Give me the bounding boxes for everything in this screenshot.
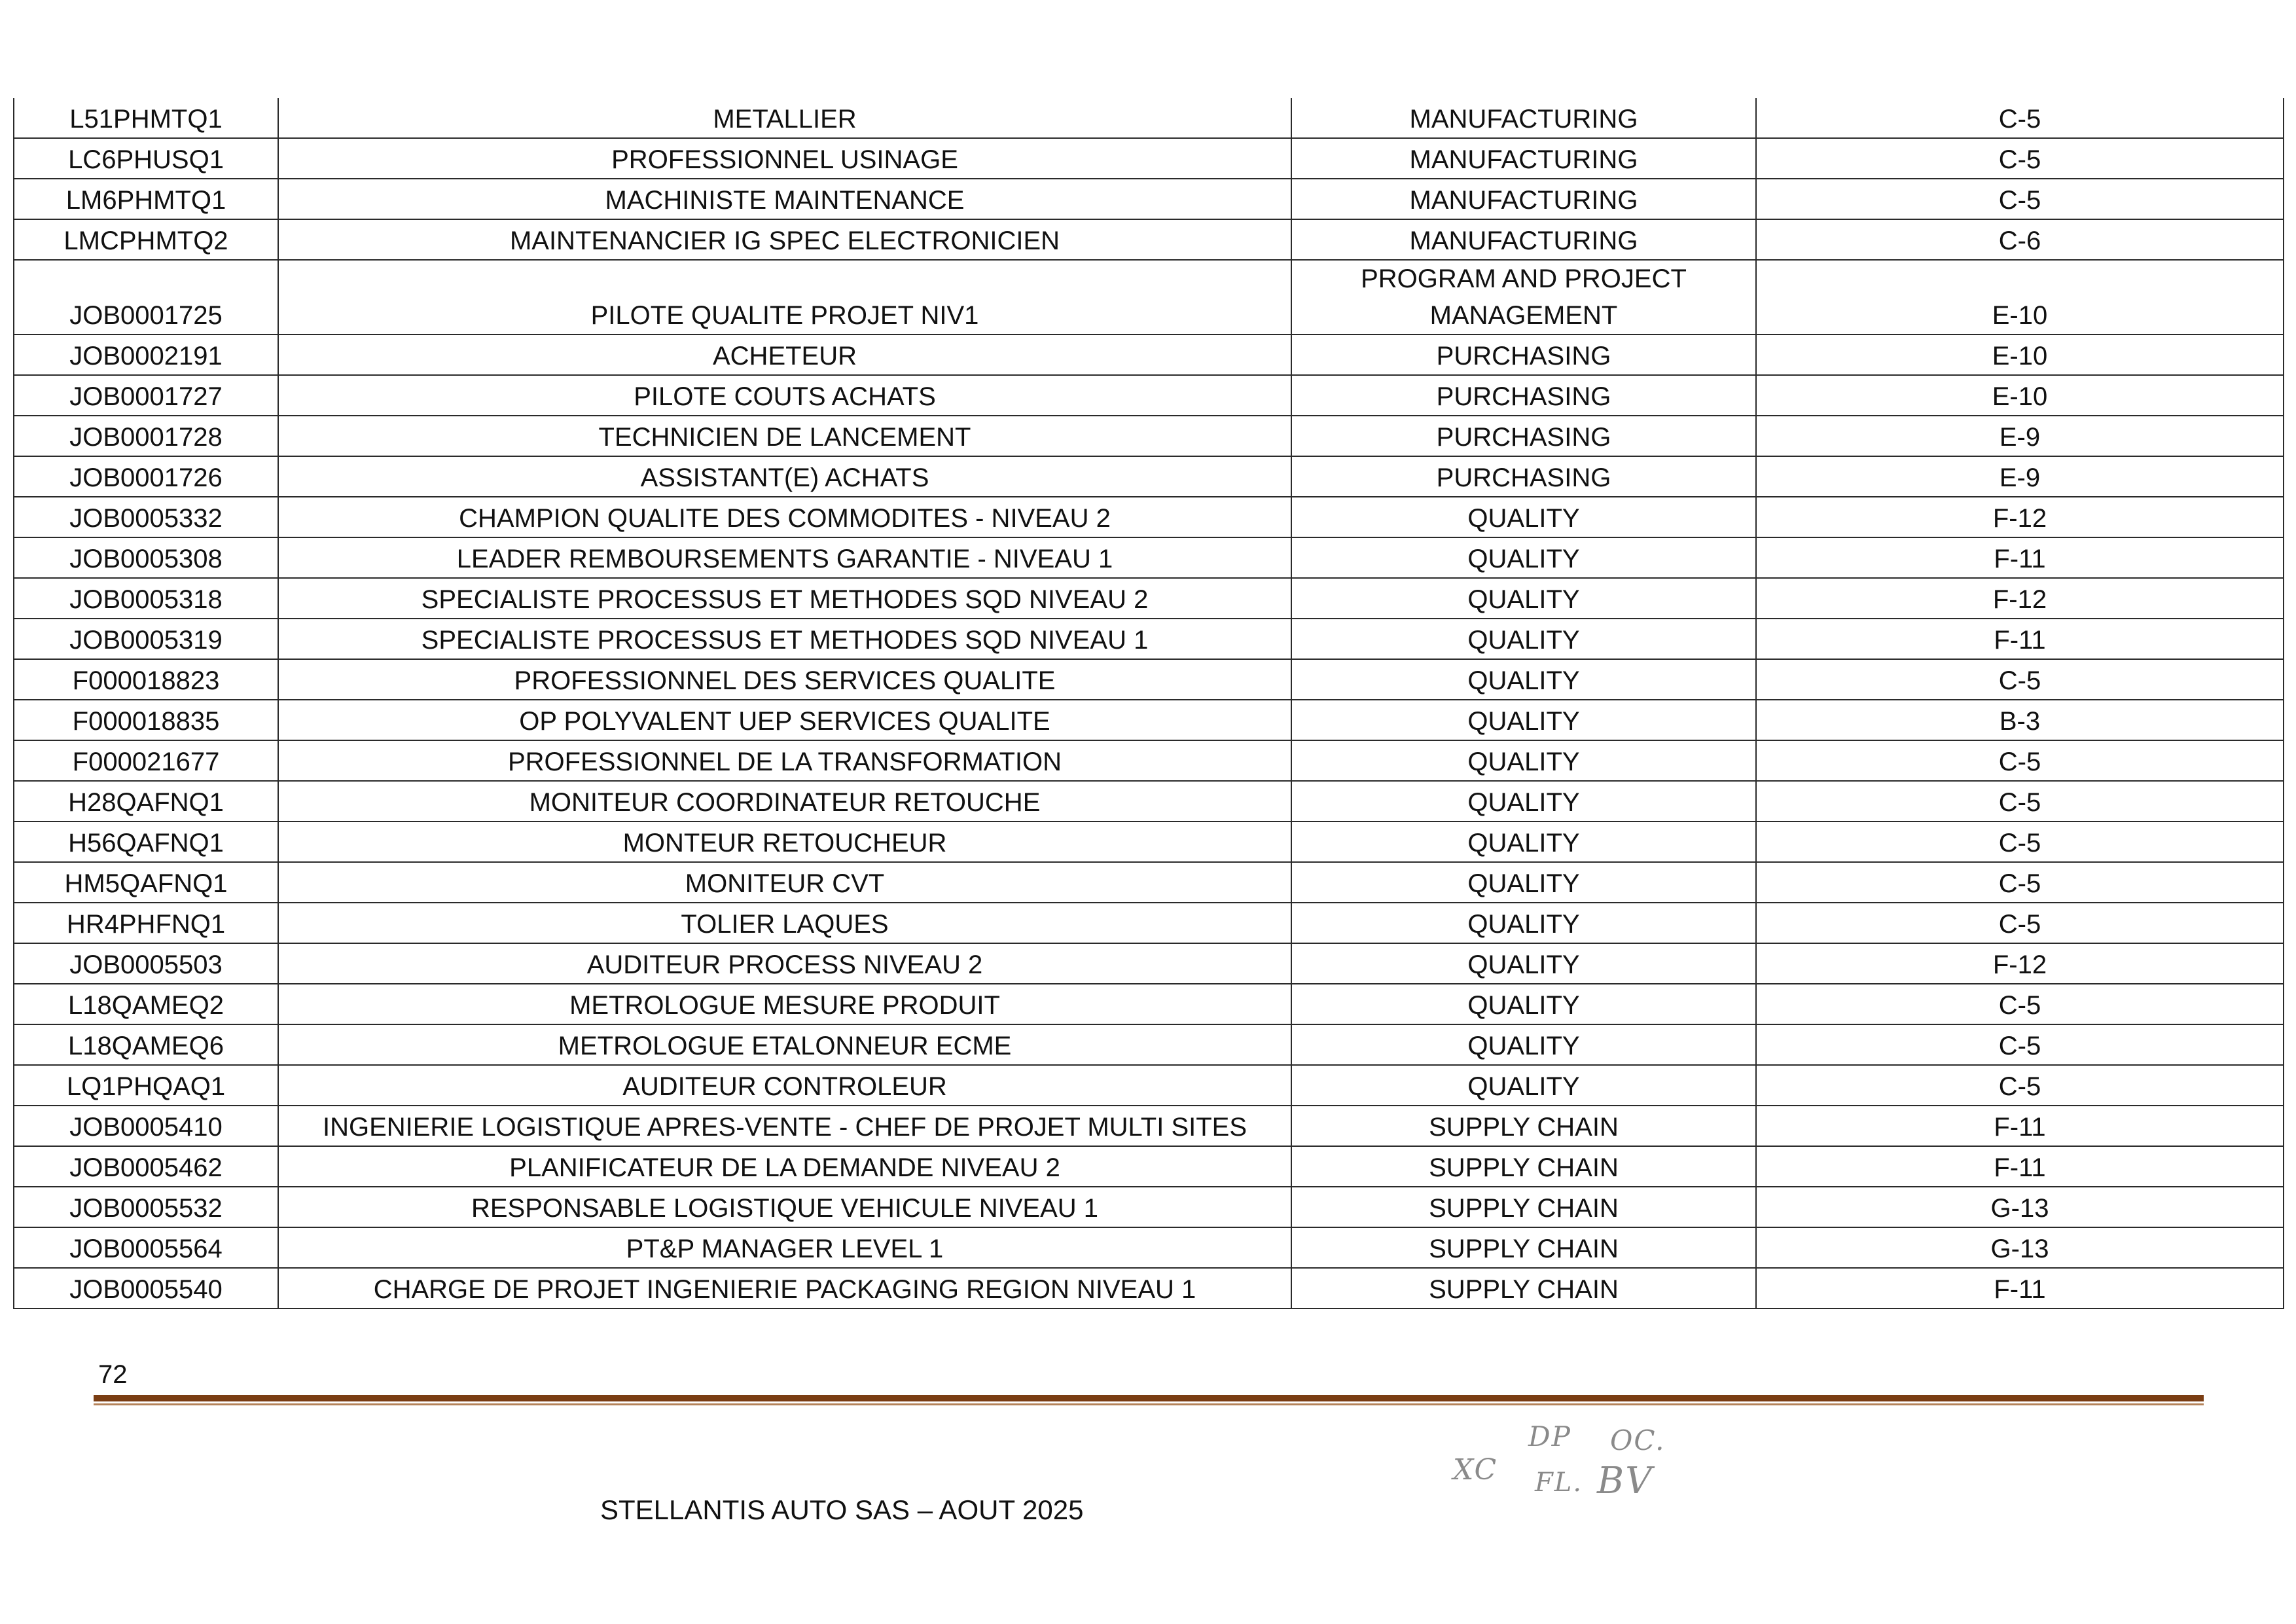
job-title-cell: LEADER REMBOURSEMENTS GARANTIE - NIVEAU 1 — [278, 537, 1291, 578]
job-code-cell: HM5QAFNQ1 — [14, 862, 278, 903]
job-family-cell: MANUFACTURING — [1291, 179, 1756, 219]
job-family-cell: QUALITY — [1291, 1065, 1756, 1106]
handwritten-initials — [1453, 1420, 1689, 1512]
footer-rule-thin — [94, 1403, 2204, 1405]
job-code-cell: LM6PHMTQ1 — [14, 179, 278, 219]
table-row — [14, 1146, 2284, 1187]
job-grade-cell: C-5 — [1756, 781, 2284, 821]
job-table-body — [14, 98, 2284, 1308]
job-grade-cell: F-11 — [1756, 619, 2284, 659]
job-family-cell: QUALITY — [1291, 700, 1756, 740]
job-title-cell: CHARGE DE PROJET INGENIERIE PACKAGING REGION NIVEAU 1 — [278, 1268, 1291, 1308]
table-row — [14, 700, 2284, 740]
initial-oc: OC. — [1610, 1424, 1666, 1456]
job-family-cell: MANUFACTURING — [1291, 98, 1756, 138]
job-title-cell: PILOTE QUALITE PROJET NIV1 — [278, 260, 1291, 334]
job-family-cell: QUALITY — [1291, 943, 1756, 984]
table-row — [14, 1227, 2284, 1268]
table-row — [14, 1065, 2284, 1106]
job-grade-cell: B-3 — [1756, 700, 2284, 740]
job-family-cell: SUPPLY CHAIN — [1291, 1146, 1756, 1187]
job-family-cell: PURCHASING — [1291, 375, 1756, 416]
table-row — [14, 1106, 2284, 1146]
table-row — [14, 260, 2284, 334]
job-title-cell: PROFESSIONNEL DE LA TRANSFORMATION — [278, 740, 1291, 781]
page-number: 72 — [98, 1360, 128, 1389]
job-title-cell: MAINTENANCIER IG SPEC ELECTRONICIEN — [278, 219, 1291, 260]
job-code-cell: JOB0002191 — [14, 334, 278, 375]
job-grade-cell: E-10 — [1756, 375, 2284, 416]
job-code-cell: JOB0005462 — [14, 1146, 278, 1187]
job-code-cell: LMCPHMTQ2 — [14, 219, 278, 260]
job-code-cell: LC6PHUSQ1 — [14, 138, 278, 179]
job-code-cell: L51PHMTQ1 — [14, 98, 278, 138]
table-row — [14, 456, 2284, 497]
company-footer: STELLANTIS AUTO SAS – AOUT 2025 — [600, 1494, 1084, 1525]
job-title-cell: MONTEUR RETOUCHEUR — [278, 821, 1291, 862]
job-code-cell: JOB0001728 — [14, 416, 278, 456]
table-row — [14, 821, 2284, 862]
job-family-cell: MANUFACTURING — [1291, 138, 1756, 179]
job-title-cell: PILOTE COUTS ACHATS — [278, 375, 1291, 416]
job-family-cell: SUPPLY CHAIN — [1291, 1106, 1756, 1146]
job-family-cell: PROGRAM AND PROJECT MANAGEMENT — [1291, 260, 1756, 334]
job-code-cell: JOB0001726 — [14, 456, 278, 497]
job-family-cell: QUALITY — [1291, 821, 1756, 862]
table-row — [14, 219, 2284, 260]
job-title-cell: PT&P MANAGER LEVEL 1 — [278, 1227, 1291, 1268]
job-code-cell: H28QAFNQ1 — [14, 781, 278, 821]
job-family-cell: SUPPLY CHAIN — [1291, 1227, 1756, 1268]
job-family-cell: QUALITY — [1291, 984, 1756, 1024]
job-family-cell: QUALITY — [1291, 740, 1756, 781]
job-title-cell: SPECIALISTE PROCESSUS ET METHODES SQD NIVEAU 1 — [278, 619, 1291, 659]
job-grade-cell: G-13 — [1756, 1227, 2284, 1268]
table-row — [14, 497, 2284, 537]
job-family-cell: PURCHASING — [1291, 456, 1756, 497]
job-title-cell: AUDITEUR PROCESS NIVEAU 2 — [278, 943, 1291, 984]
job-grade-cell: C-5 — [1756, 984, 2284, 1024]
job-code-cell: JOB0005540 — [14, 1268, 278, 1308]
job-grade-cell: C-5 — [1756, 98, 2284, 138]
job-title-cell: SPECIALISTE PROCESSUS ET METHODES SQD NIVEAU 2 — [278, 578, 1291, 619]
table-row — [14, 138, 2284, 179]
job-family-cell: QUALITY — [1291, 903, 1756, 943]
table-row — [14, 740, 2284, 781]
job-code-cell: LQ1PHQAQ1 — [14, 1065, 278, 1106]
job-title-cell: OP POLYVALENT UEP SERVICES QUALITE — [278, 700, 1291, 740]
footer-rule-thick — [94, 1395, 2204, 1401]
job-grade-cell: C-5 — [1756, 903, 2284, 943]
table-row — [14, 781, 2284, 821]
job-title-cell: TECHNICIEN DE LANCEMENT — [278, 416, 1291, 456]
job-grade-cell: F-12 — [1756, 578, 2284, 619]
job-grade-cell: G-13 — [1756, 1187, 2284, 1227]
job-family-cell: QUALITY — [1291, 862, 1756, 903]
job-grade-cell: C-5 — [1756, 821, 2284, 862]
table-row — [14, 578, 2284, 619]
job-code-cell: F000018835 — [14, 700, 278, 740]
job-code-cell: L18QAMEQ6 — [14, 1024, 278, 1065]
job-code-cell: JOB0005532 — [14, 1187, 278, 1227]
table-row — [14, 98, 2284, 138]
job-family-cell: QUALITY — [1291, 537, 1756, 578]
job-code-cell: JOB0005318 — [14, 578, 278, 619]
job-family-cell: PURCHASING — [1291, 334, 1756, 375]
job-grade-cell: C-5 — [1756, 862, 2284, 903]
job-classification-table — [13, 98, 2284, 1309]
table-row — [14, 334, 2284, 375]
job-grade-cell: E-9 — [1756, 456, 2284, 497]
job-grade-cell: C-6 — [1756, 219, 2284, 260]
job-code-cell: F000018823 — [14, 659, 278, 700]
job-grade-cell: C-5 — [1756, 1024, 2284, 1065]
job-family-cell: SUPPLY CHAIN — [1291, 1268, 1756, 1308]
job-title-cell: METALLIER — [278, 98, 1291, 138]
initial-bv: BV — [1597, 1460, 1653, 1502]
job-grade-cell: F-11 — [1756, 1106, 2284, 1146]
table-row — [14, 903, 2284, 943]
job-title-cell: METROLOGUE ETALONNEUR ECME — [278, 1024, 1291, 1065]
job-title-cell: TOLIER LAQUES — [278, 903, 1291, 943]
table-row — [14, 984, 2284, 1024]
job-code-cell: JOB0005410 — [14, 1106, 278, 1146]
job-family-cell: QUALITY — [1291, 619, 1756, 659]
table-row — [14, 179, 2284, 219]
table-row — [14, 375, 2284, 416]
table-row — [14, 862, 2284, 903]
job-title-cell: PROFESSIONNEL USINAGE — [278, 138, 1291, 179]
job-grade-cell: C-5 — [1756, 1065, 2284, 1106]
job-family-cell: SUPPLY CHAIN — [1291, 1187, 1756, 1227]
job-grade-cell: E-10 — [1756, 334, 2284, 375]
job-title-cell: METROLOGUE MESURE PRODUIT — [278, 984, 1291, 1024]
table-row — [14, 1187, 2284, 1227]
table-row — [14, 537, 2284, 578]
job-code-cell: JOB0001727 — [14, 375, 278, 416]
initial-fl: FL. — [1535, 1468, 1583, 1498]
job-grade-cell: C-5 — [1756, 138, 2284, 179]
job-grade-cell: F-11 — [1756, 1268, 2284, 1308]
job-grade-cell: F-12 — [1756, 497, 2284, 537]
job-grade-cell: C-5 — [1756, 179, 2284, 219]
job-code-cell: JOB0005564 — [14, 1227, 278, 1268]
job-family-cell: MANUFACTURING — [1291, 219, 1756, 260]
job-code-cell: H56QAFNQ1 — [14, 821, 278, 862]
table-row — [14, 943, 2284, 984]
job-family-cell: QUALITY — [1291, 781, 1756, 821]
job-family-cell: QUALITY — [1291, 659, 1756, 700]
job-code-cell: L18QAMEQ2 — [14, 984, 278, 1024]
job-grade-cell: E-9 — [1756, 416, 2284, 456]
job-grade-cell: E-10 — [1756, 260, 2284, 334]
job-grade-cell: C-5 — [1756, 659, 2284, 700]
job-code-cell: JOB0005308 — [14, 537, 278, 578]
initial-dp: DP — [1528, 1420, 1571, 1453]
job-title-cell: ASSISTANT(E) ACHATS — [278, 456, 1291, 497]
job-title-cell: CHAMPION QUALITE DES COMMODITES - NIVEAU 2 — [278, 497, 1291, 537]
job-code-cell: F000021677 — [14, 740, 278, 781]
job-title-cell: PLANIFICATEUR DE LA DEMANDE NIVEAU 2 — [278, 1146, 1291, 1187]
table-row — [14, 659, 2284, 700]
job-grade-cell: F-11 — [1756, 1146, 2284, 1187]
job-grade-cell: C-5 — [1756, 740, 2284, 781]
job-title-cell: MONITEUR CVT — [278, 862, 1291, 903]
job-family-cell: QUALITY — [1291, 497, 1756, 537]
job-grade-cell: F-12 — [1756, 943, 2284, 984]
job-code-cell: JOB0001725 — [14, 260, 278, 334]
job-family-cell: QUALITY — [1291, 578, 1756, 619]
initial-xc: XC — [1453, 1453, 1498, 1487]
job-code-cell: JOB0005332 — [14, 497, 278, 537]
table-row — [14, 416, 2284, 456]
job-title-cell: AUDITEUR CONTROLEUR — [278, 1065, 1291, 1106]
job-title-cell: RESPONSABLE LOGISTIQUE VEHICULE NIVEAU 1 — [278, 1187, 1291, 1227]
table-row — [14, 1024, 2284, 1065]
job-family-cell: PURCHASING — [1291, 416, 1756, 456]
table-row — [14, 1268, 2284, 1308]
table-row — [14, 619, 2284, 659]
job-title-cell: MACHINISTE MAINTENANCE — [278, 179, 1291, 219]
job-family-cell: QUALITY — [1291, 1024, 1756, 1065]
job-title-cell: ACHETEUR — [278, 334, 1291, 375]
job-code-cell: JOB0005503 — [14, 943, 278, 984]
job-title-cell: MONITEUR COORDINATEUR RETOUCHE — [278, 781, 1291, 821]
job-grade-cell: F-11 — [1756, 537, 2284, 578]
job-title-cell: PROFESSIONNEL DES SERVICES QUALITE — [278, 659, 1291, 700]
job-title-cell: INGENIERIE LOGISTIQUE APRES-VENTE - CHEF DE PROJET MULTI SITES — [278, 1106, 1291, 1146]
job-code-cell: HR4PHFNQ1 — [14, 903, 278, 943]
job-code-cell: JOB0005319 — [14, 619, 278, 659]
